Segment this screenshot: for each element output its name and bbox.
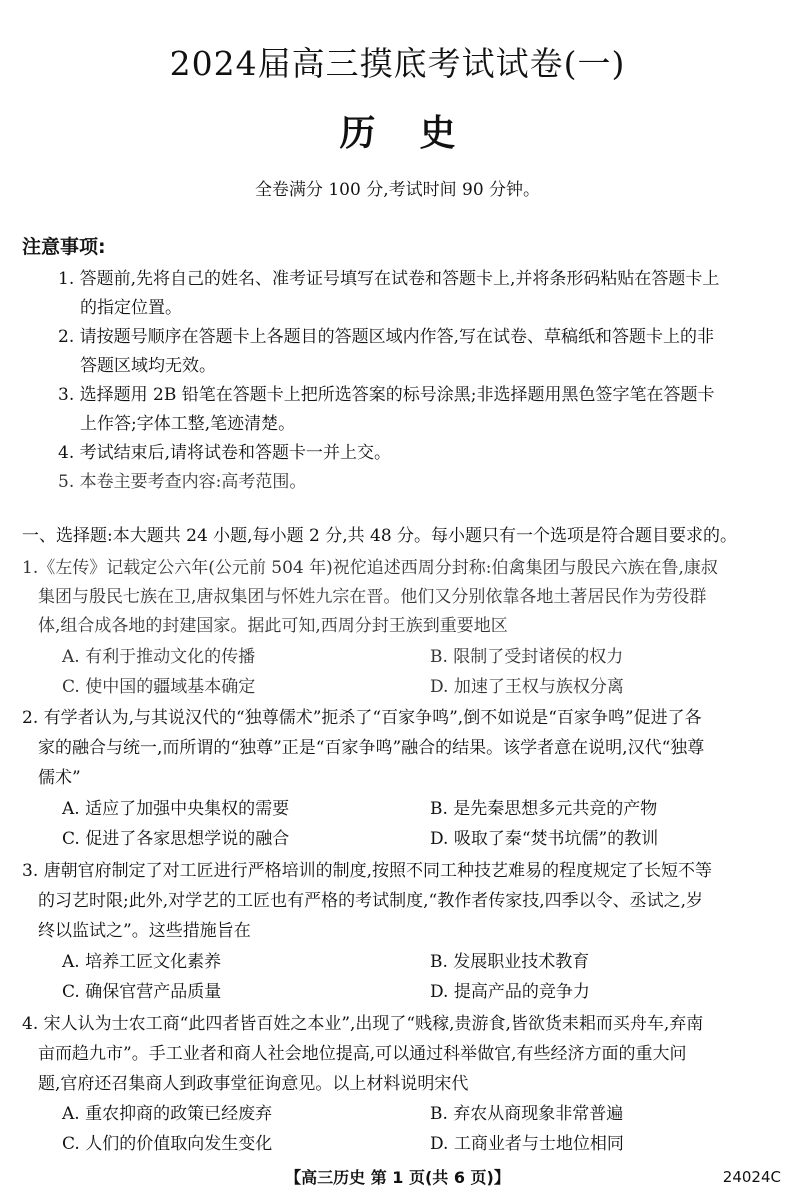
question-line: 集团与殷民七族在卫,唐叔集团与怀姓九宗在晋。他们又分别依靠各地土著居民作为劳役群 [38, 587, 707, 607]
question-line: 3. 唐朝官府制定了对工匠进行严格培训的制度,按照不同工种技艺难易的程度规定了长短不等 [22, 861, 713, 881]
option-a[interactable]: A. 适应了加强中央集权的需要 [62, 799, 290, 819]
question-line: 1.《左传》记载定公六年(公元前 504 年)祝佗追述西周分封称:伯禽集团与殷民六族在鲁,康叔 [22, 558, 718, 578]
notice-line: 2. 请按题号顺序在答题卡上各题目的答题区域内作答,写在试卷、草稿纸和答题卡上的非 [58, 327, 715, 347]
question-line: 2. 有学者认为,与其说汉代的“独尊儒术”扼杀了“百家争鸣”,倒不如说是“百家争鸣”促进了各 [22, 708, 702, 728]
option-d[interactable]: D. 提高产品的竞争力 [430, 982, 590, 1002]
notice-line: 1. 答题前,先将自己的姓名、准考证号填写在试卷和答题卡上,并将条形码粘贴在答题卡上 [58, 269, 720, 289]
option-c[interactable]: C. 人们的价值取向发生变化 [62, 1134, 273, 1154]
exam-meta: 全卷满分 100 分,考试时间 90 分钟。 [254, 180, 541, 200]
option-d[interactable]: D. 工商业者与士地位相同 [430, 1134, 624, 1154]
question-line: 题,官府还召集商人到政事堂征询意见。以上材料说明宋代 [38, 1074, 469, 1094]
option-b[interactable]: B. 是先秦思想多元共竞的产物 [430, 799, 658, 819]
question-line: 亩而趋九市”。手工业者和商人社会地位提高,可以通过科举做官,有些经济方面的重大问 [38, 1044, 687, 1064]
notice-line: 3. 选择题用 2B 铅笔在答题卡上把所选答案的标号涂黑;非选择题用黑色签字笔在答题卡 [58, 385, 715, 405]
option-c[interactable]: C. 使中国的疆域基本确定 [62, 677, 256, 697]
exam-title: 2024届高三摸底考试试卷(一) [169, 44, 626, 83]
notice-title: 注意事项: [22, 236, 106, 258]
option-b[interactable]: B. 限制了受封诸侯的权力 [430, 647, 624, 667]
option-c[interactable]: C. 确保官营产品质量 [62, 982, 222, 1002]
question-line: 家的融合与统一,而所谓的“独尊”正是“百家争鸣”融合的结果。该学者意在说明,汉代“独尊 [38, 738, 705, 758]
option-b[interactable]: B. 弃农从商现象非常普遍 [430, 1104, 624, 1124]
option-d[interactable]: D. 吸取了秦“焚书坑儒”的教训 [430, 829, 659, 849]
question-line: 体,组合成各地的封建国家。据此可知,西周分封王族到重要地区 [38, 616, 508, 636]
question-line: 的习艺时限;此外,对学艺的工匠也有严格的考试制度,“教作者传家技,四季以令、丞试之,岁 [38, 891, 704, 911]
notice-line: 的指定位置。 [80, 298, 182, 318]
option-d[interactable]: D. 加速了王权与族权分离 [430, 677, 624, 697]
section-heading: 一、选择题:本大题共 24 小题,每小题 2 分,共 48 分。每小题只有一个选项是符合题目要求的。 [22, 526, 738, 546]
exam-code: 24024C [722, 1168, 781, 1186]
page-footer: 【高三历史 第 1 页(共 6 页)】 [285, 1168, 510, 1187]
option-a[interactable]: A. 有利于推动文化的传播 [62, 647, 256, 667]
option-b[interactable]: B. 发展职业技术教育 [430, 952, 590, 972]
notice-line: 4. 考试结束后,请将试卷和答题卡一并上交。 [58, 443, 392, 463]
option-a[interactable]: A. 培养工匠文化素养 [62, 952, 222, 972]
notice-line: 答题区域均无效。 [80, 356, 216, 376]
option-c[interactable]: C. 促进了各家思想学说的融合 [62, 829, 290, 849]
question-line: 终以监试之”。这些措施旨在 [38, 921, 251, 941]
subject-title: 历史 [339, 112, 500, 154]
question-line: 4. 宋人认为士农工商“此四者皆百姓之本业”,出现了“贱稼,贵游食,皆欲货耒耜而买舟车,弃南 [22, 1014, 704, 1034]
notice-line: 5. 本卷主要考查内容:高考范围。 [58, 472, 307, 492]
option-a[interactable]: A. 重农抑商的政策已经废弃 [62, 1104, 273, 1124]
question-line: 儒术” [38, 768, 81, 788]
notice-line: 上作答;字体工整,笔迹清楚。 [80, 414, 296, 434]
